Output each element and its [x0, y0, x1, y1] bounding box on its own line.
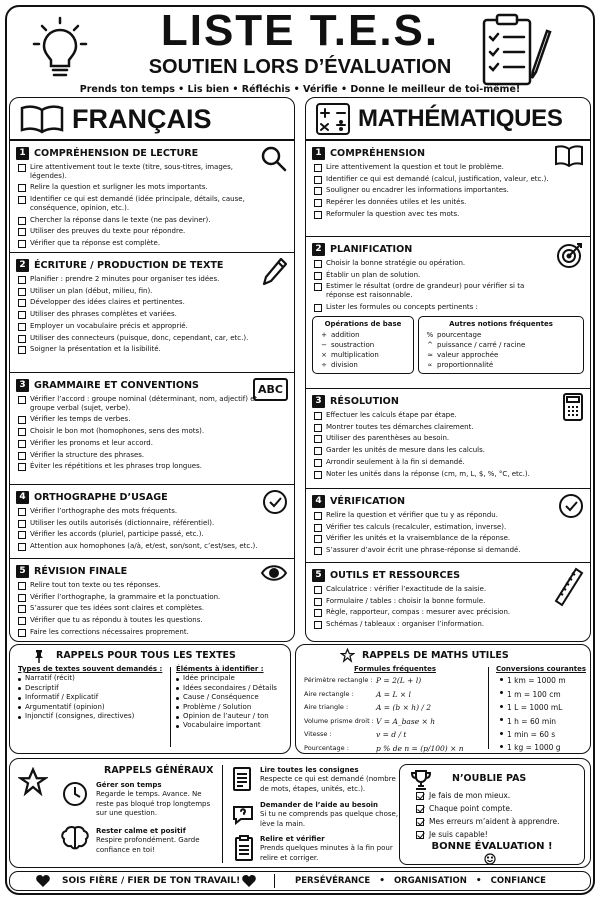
pencil-icon: [262, 257, 288, 287]
checklist-item[interactable]: Identifier ce qui est demandé (calcul, justification, valeur, etc.).: [312, 175, 554, 184]
checklist-item[interactable]: Relire la question et surligner les mots importants.: [16, 183, 258, 192]
notion-label: valeur approchée: [437, 350, 499, 359]
tip-text: Respire profondément. Garde confiance en toi!: [96, 836, 200, 854]
checklist-item[interactable]: Vérifier que tu as répondu à toutes les questions.: [16, 616, 258, 625]
pushpin-icon: [32, 649, 46, 663]
star-icon: [340, 648, 355, 663]
formula: P = 2(L + l): [376, 676, 422, 686]
checklist-item[interactable]: Lire attentivement la question et tout le problème.: [312, 163, 554, 172]
star-icon: [18, 767, 48, 797]
divider: [170, 667, 171, 747]
francais-header: [10, 98, 294, 140]
formula-label: Volume prisme droit :: [304, 716, 374, 725]
fr-section-3: [10, 372, 294, 484]
maths-title: MATHÉMATIQUES: [358, 105, 563, 132]
checklist-item[interactable]: Utiliser des parenthèses au besoin.: [312, 434, 554, 443]
affirmation-text: Je suis capable!: [429, 830, 488, 839]
conversion: 1 h = 60 min: [500, 715, 588, 728]
checklist-item[interactable]: Soigner la présentation et la lisibilité.: [16, 345, 258, 354]
conversion: 1 kg = 1000 g: [500, 741, 588, 754]
math-section-2: [306, 236, 590, 388]
rappels-maths-box: [295, 644, 591, 754]
maths-header: [306, 98, 590, 140]
formula-label: Aire rectangle :: [304, 689, 354, 698]
checklist-item[interactable]: Attention aux homophones (a/à, et/est, son/sont, c’est/ses, etc.).: [16, 542, 258, 551]
checklist-item[interactable]: Identifier ce qui est demandé (idée principale, détails, cause, conséquence, opinion, etc.).: [16, 195, 258, 212]
section-title: PLANIFICATION: [330, 243, 413, 255]
tip-text: Prends quelques minutes à la fin pour relire et corriger.: [260, 844, 393, 862]
checklist-item[interactable]: Utiliser des preuves du texte pour répondre.: [16, 227, 258, 236]
section-title: VÉRIFICATION: [330, 495, 406, 507]
checklist-item[interactable]: Reformuler la question avec tes mots.: [312, 210, 554, 219]
checklist-item[interactable]: Lister les formules ou concepts pertinents :: [312, 303, 554, 312]
section-title: RÉVISION FINALE: [34, 565, 128, 577]
affirmation[interactable]: [416, 791, 560, 800]
francais-column: [9, 97, 295, 642]
oublie-pas-box: [399, 764, 585, 865]
section-number: 2: [16, 259, 29, 272]
tip-title: Relire et vérifier: [260, 835, 325, 843]
notions-box: [418, 316, 584, 374]
affirmation-text: Chaque point compte.: [429, 804, 513, 813]
checklist-item[interactable]: Utiliser des phrases complètes et variées.: [16, 310, 258, 319]
question-icon: [232, 803, 254, 825]
checklist-item[interactable]: Montrer toutes tes démarches clairement.: [312, 423, 554, 432]
checklist-item[interactable]: Souligner ou encadrer les informations importantes.: [312, 186, 554, 195]
clipboard-icon: [234, 835, 254, 861]
checklist-item[interactable]: Noter les unités dans la réponse (cm, m, L, $, %, °C, etc.).: [312, 470, 554, 479]
formulas-title: Formules fréquentes: [353, 665, 437, 673]
math-section-3: [306, 388, 590, 488]
checklist-item[interactable]: S’assurer d’avoir écrit une phrase-réponse si demandé.: [312, 546, 554, 555]
affirmation[interactable]: [416, 817, 560, 826]
checklist-item[interactable]: Utiliser les outils autorisés (dictionnaire, référentiel).: [16, 519, 258, 528]
divider: [488, 667, 489, 749]
conversion: 1 min = 60 s: [500, 728, 588, 741]
checklist-item[interactable]: Garder les unités de mesure dans les calculs.: [312, 446, 554, 455]
formula: V = A_base × h: [376, 716, 436, 726]
eye-icon: [260, 563, 288, 583]
list-item: Descriptif: [18, 684, 168, 693]
formula: v = d / t: [376, 730, 407, 740]
footer-message: SOIS FIÈRE / FIER DE TON TRAVAIL!: [62, 876, 241, 886]
op-symbol: −: [321, 340, 327, 349]
checklist-item[interactable]: Règle, rapporteur, compas : mesurer avec précision.: [312, 608, 554, 617]
notion-symbol: ∝: [427, 360, 433, 369]
types-title: Types de textes souvent demandés :: [18, 665, 163, 673]
open-book-icon: [20, 104, 64, 134]
math-operators-icon: [316, 103, 350, 135]
checklist-item[interactable]: Choisir la bonne stratégie ou opération.: [312, 259, 554, 268]
checklist-item[interactable]: Vérifier les temps de verbes.: [16, 415, 258, 424]
abc-icon-text: ABC: [258, 383, 283, 396]
document-icon: [232, 767, 252, 791]
footer-value: CONFIANCE: [490, 876, 546, 886]
clock-icon: [62, 781, 88, 807]
checkbox-checked-icon: [416, 831, 424, 839]
list-item: Argumentatif (opinion): [18, 703, 168, 712]
section-number: 3: [16, 379, 29, 392]
formula: p % de n = (p/100) × n: [376, 743, 464, 753]
affirmation[interactable]: [416, 804, 560, 813]
checklist-item[interactable]: Relire tout ton texte ou tes réponses.: [16, 581, 258, 590]
operations-title: Opérations de base: [324, 319, 402, 328]
section-title: ORTHOGRAPHE D’USAGE: [34, 491, 168, 503]
list-item: Narratif (récit): [18, 674, 168, 683]
lightbulb-icon: [30, 14, 90, 84]
ruler-icon: [554, 567, 584, 607]
checklist-item[interactable]: Vérifier les accords (pluriel, participe passé, etc.).: [16, 530, 258, 539]
checklist-item[interactable]: S’assurer que tes idées sont claires et complètes.: [16, 604, 258, 613]
heart-icon: [36, 875, 50, 887]
checklist-item[interactable]: Effectuer les calculs étape par étape.: [312, 411, 554, 420]
check-circle-icon: [558, 493, 584, 519]
checklist-item[interactable]: Schémas / tableaux : organiser l’information.: [312, 620, 554, 629]
checklist-item[interactable]: Planifier : prendre 2 minutes pour organiser tes idées.: [16, 275, 258, 284]
divider: [274, 874, 275, 888]
checklist-item[interactable]: Employer un vocabulaire précis et approprié.: [16, 322, 258, 331]
footer-value: ORGANISATION: [393, 876, 467, 886]
section-title: OUTILS ET RESSOURCES: [330, 569, 461, 581]
checklist-icon: [480, 12, 560, 88]
book-icon: [554, 145, 584, 167]
elements-title: Éléments à identifier :: [176, 665, 264, 673]
op-symbol: ÷: [321, 360, 327, 369]
conversion: 1 km = 1000 m: [500, 674, 588, 687]
checklist-item[interactable]: Vérifier l’accord : groupe nominal (déterminant, nom, adjectif) et groupe verbal (sujet, verbe).: [16, 395, 258, 412]
checklist-item[interactable]: Établir un plan de solution.: [312, 271, 554, 280]
checklist-item[interactable]: Éviter les répétitions et les phrases trop longues.: [16, 462, 258, 471]
notions-title: Autres notions fréquentes: [449, 319, 553, 328]
checklist-item[interactable]: Utiliser des connecteurs (puisque, donc, cependant, car, etc.).: [16, 334, 258, 343]
rappels-generaux-title: RAPPELS GÉNÉRAUX: [104, 765, 214, 776]
abc-icon: [253, 378, 288, 401]
checklist-item[interactable]: Vérifier la structure des phrases.: [16, 451, 258, 460]
checklist-item[interactable]: Vérifier les unités et la vraisemblance de la réponse.: [312, 534, 554, 543]
list-item: Problème / Solution: [176, 703, 290, 712]
list-item: Idée principale: [176, 674, 290, 683]
fr-section-1: [10, 140, 294, 252]
section-number: 1: [16, 147, 29, 160]
section-number: 4: [312, 495, 325, 508]
list-item: Vocabulaire important: [176, 721, 290, 730]
section-number: 5: [16, 565, 29, 578]
fr-section-4: [10, 484, 294, 558]
magnifier-icon: [260, 145, 288, 173]
formula: A = L × l: [376, 689, 411, 699]
conversion: 1 L = 1000 mL: [500, 701, 588, 714]
op-symbol: +: [321, 330, 327, 339]
tip-title: Rester calme et positif: [96, 827, 186, 835]
checklist-item[interactable]: Calculatrice : vérifier l’exactitude de la saisie.: [312, 585, 554, 594]
formula-label: Vitesse :: [304, 730, 332, 739]
target-icon: [556, 241, 584, 269]
math-section-4: [306, 488, 590, 562]
notion-symbol: ≈: [427, 350, 433, 359]
rappels-textes-title: RAPPELS POUR TOUS LES TEXTES: [56, 650, 236, 661]
section-title: GRAMMAIRE ET CONVENTIONS: [34, 379, 199, 391]
formula-label: Aire triangle :: [304, 703, 349, 712]
checklist-item[interactable]: Utiliser un plan (début, milieu, fin).: [16, 287, 258, 296]
calculator-icon: [562, 393, 584, 421]
tip-text: Si tu ne comprends pas quelque chose, lève la main.: [260, 810, 399, 828]
list-item: Informatif / Explicatif: [18, 693, 168, 702]
checklist-item[interactable]: Formulaire / tables : choisir la bonne formule.: [312, 597, 554, 606]
rappels-maths-title: RAPPELS DE MATHS UTILES: [362, 650, 509, 661]
checklist-item[interactable]: Vérifier tes calculs (recalculer, estimation, inverse).: [312, 523, 554, 532]
conversions-title: Conversions courantes: [495, 665, 586, 673]
brain-icon: [60, 825, 90, 851]
notion-label: proportionnalité: [437, 360, 494, 369]
maths-column: [305, 97, 591, 642]
op-label: soustraction: [331, 340, 375, 349]
checklist-item[interactable]: Lire attentivement tout le texte (titre, sous-titres, images, légendes).: [16, 163, 258, 180]
list-item: Injonctif (consignes, directives): [18, 712, 168, 721]
op-symbol: ×: [321, 350, 327, 359]
notion-label: puissance / carré / racine: [437, 340, 526, 349]
notion-symbol: ^: [427, 340, 433, 349]
op-label: division: [331, 360, 358, 369]
notion-symbol: %: [426, 330, 434, 339]
fr-section-5: [10, 558, 294, 642]
tip-title: Lire toutes les consignes: [260, 766, 359, 774]
rappels-textes-box: [9, 644, 291, 754]
operations-box: [312, 316, 414, 374]
checkbox-checked-icon: [416, 792, 424, 800]
formula: A = (b × h) / 2: [376, 703, 432, 713]
notion-label: pourcentage: [437, 330, 482, 339]
checklist-item[interactable]: Vérifier l’orthographe, la grammaire et la ponctuation.: [16, 593, 258, 602]
tip-title: Demander de l’aide au besoin: [260, 801, 379, 809]
smiley-icon: [484, 853, 496, 865]
footer: SOIS FIÈRE / FIER DE TON TRAVAIL! PERSÉVÉRANCE • ORGANISATION • CONFIANCE: [9, 871, 591, 891]
tip-title: Gérer son temps: [96, 781, 162, 789]
formula-label: Périmètre rectangle :: [304, 676, 373, 685]
section-number: 4: [16, 491, 29, 504]
affirmation[interactable]: [416, 830, 560, 839]
footer-value: PERSÉVÉRANCE: [295, 876, 371, 886]
checkbox-checked-icon: [416, 818, 424, 826]
section-title: COMPRÉHENSION DE LECTURE: [34, 147, 199, 159]
checklist-item[interactable]: Repérer les données utiles et les unités.: [312, 198, 554, 207]
heart-icon: [242, 875, 256, 887]
checklist-item[interactable]: Choisir le bon mot (homophones, sens des mots).: [16, 427, 258, 436]
list-item: Cause / Conséquence: [176, 693, 290, 702]
section-number: 1: [312, 147, 325, 160]
checklist-item[interactable]: Développer des idées claires et pertinentes.: [16, 298, 258, 307]
op-label: addition: [331, 330, 360, 339]
section-title: COMPRÉHENSION: [330, 147, 425, 159]
tagline: Prends ton temps • Lis bien • Réfléchis • Vérifie • Donne le meilleur de toi-même!: [79, 84, 521, 95]
affirmation-text: Mes erreurs m’aident à apprendre.: [429, 817, 560, 826]
page-title: LISTE T.E.S.: [160, 6, 440, 55]
page-subtitle: SOUTIEN LORS D’ÉVALUATION: [148, 56, 452, 78]
francais-title: FRANÇAIS: [72, 104, 212, 134]
checklist-item[interactable]: Chercher la réponse dans le texte (ne pas deviner).: [16, 216, 258, 225]
checklist-item[interactable]: Estimer le résultat (ordre de grandeur) pour vérifier si ta réponse est raisonnable.: [312, 282, 554, 299]
list-item: Opinion de l’auteur / ton: [176, 712, 290, 721]
trophy-icon: [410, 769, 432, 791]
affirmation-text: Je fais de mon mieux.: [429, 791, 511, 800]
checklist-item[interactable]: Vérifier que ta réponse est complète.: [16, 239, 258, 248]
check-circle-icon: [262, 489, 288, 515]
formula-label: Pourcentage :: [304, 743, 349, 752]
section-title: ÉCRITURE / PRODUCTION DE TEXTE: [34, 259, 224, 271]
section-title: RÉSOLUTION: [330, 395, 399, 407]
math-section-1: [306, 140, 590, 236]
section-number: 5: [312, 569, 325, 582]
list-item: Idées secondaires / Détails: [176, 684, 290, 693]
math-section-5: [306, 562, 590, 642]
checklist-item[interactable]: Vérifier l’orthographe des mots fréquents.: [16, 507, 258, 516]
fr-section-2: [10, 252, 294, 372]
oublie-title: N’OUBLIE PAS: [452, 773, 527, 784]
op-label: multiplication: [331, 350, 379, 359]
rappels-generaux-box: [9, 758, 591, 868]
checklist-item[interactable]: Faire les corrections nécessaires proprement.: [16, 628, 258, 637]
section-number: 3: [312, 395, 325, 408]
tip-text: Respecte ce qui est demandé (nombre de mots, étapes, unités, etc.).: [260, 775, 396, 793]
divider: [222, 765, 223, 863]
tip-text: Regarde le temps. Avance. Ne reste pas bloqué trop longtemps sur une question.: [96, 790, 211, 818]
section-number: 2: [312, 243, 325, 256]
conversion: 1 m = 100 cm: [500, 688, 588, 701]
checkbox-checked-icon: [416, 805, 424, 813]
checklist-item[interactable]: Arrondir seulement à la fin si demandé.: [312, 458, 554, 467]
checklist-item[interactable]: Vérifier les pronoms et leur accord.: [16, 439, 258, 448]
checklist-item[interactable]: Relire la question et vérifier que tu y as répondu.: [312, 511, 554, 520]
closing-message: BONNE ÉVALUATION !: [431, 841, 553, 852]
